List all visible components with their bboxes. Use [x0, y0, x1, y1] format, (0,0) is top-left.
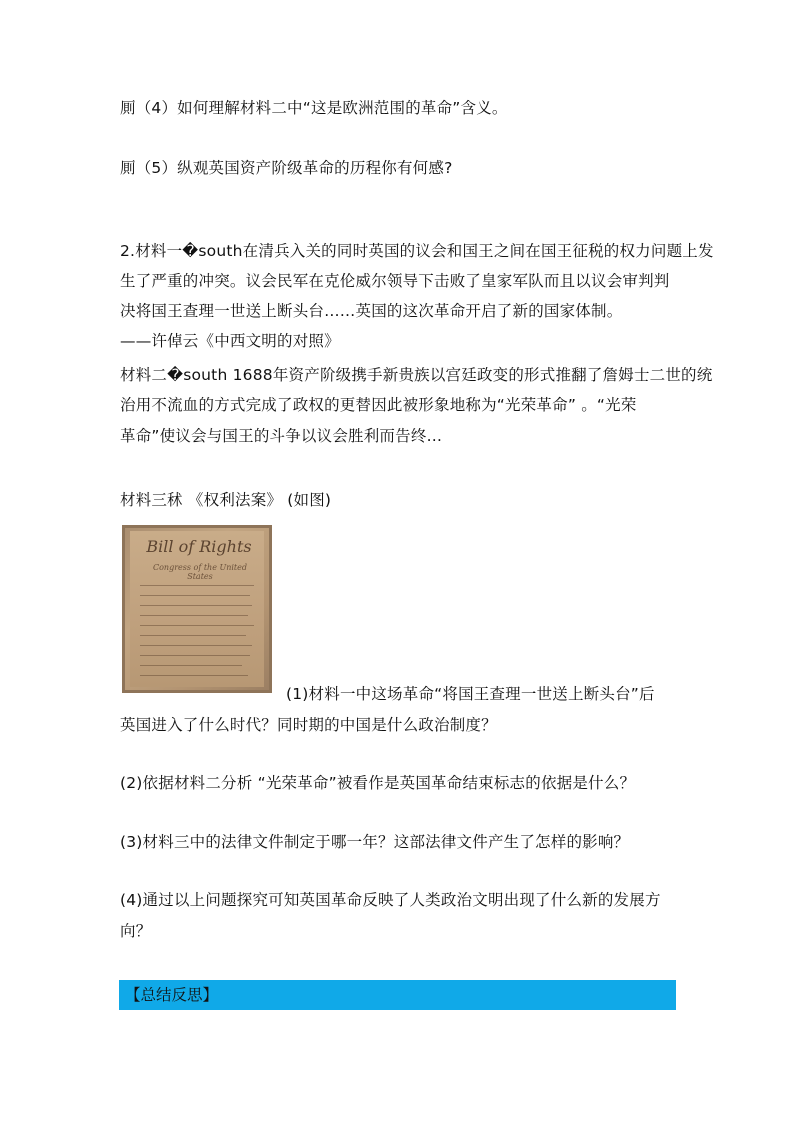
text-line — [140, 665, 242, 666]
bill-of-rights-image — [122, 525, 272, 693]
question-4-line2: 向？ — [120, 922, 152, 940]
question-1-line1: (1)材料一中这场革命“将国王查理一世送上断头台”后 — [286, 685, 655, 703]
question-2: (2)依据材料二分析 “光荣革命”被看作是英国革命结束标志的依据是什么？ — [120, 774, 636, 792]
text-line — [140, 635, 246, 636]
question-4-line1: (4)通过以上问题探究可知英国革命反映了人类政治文明出现了什么新的发展方 — [120, 891, 661, 909]
text-line — [140, 605, 252, 606]
material3-heading: 材料三秫 《权利法案》 (如图) — [120, 491, 332, 509]
material1-line3: 决将国王查理一世送上断头台……英国的这次革命开启了新的国家体制。 — [120, 302, 623, 320]
question-4-part1: 厠（4）如何理解材料二中“这是欧洲范围的革命”含义。 — [120, 99, 508, 117]
question-5-part1: 厠（5）纵观英国资产阶级革命的历程你有何感? — [120, 159, 453, 177]
text-line — [140, 675, 248, 676]
text-line — [140, 615, 248, 616]
material1-source: ——许倬云《中西文明的对照》 — [120, 332, 340, 350]
text-line — [140, 595, 250, 596]
text-line — [140, 625, 254, 626]
material1-line2: 生了严重的冲突。议会民军在克伦威尔领导下击败了皇家军队而且以议会审判判 — [120, 272, 670, 290]
question-1-line2: 英国进入了什么时代？同时期的中国是什么政治制度？ — [120, 716, 497, 734]
summary-section-bar — [119, 980, 676, 1010]
text-line — [140, 645, 252, 646]
image-subtitle: Congress of the United States — [152, 563, 247, 581]
material2-line1: 材料二�south 1688年资产阶级携手新贵族以宫廷政变的形式推翻了詹姆士二世的统 — [120, 366, 713, 384]
material1-line1: 2.材料一�south在清兵入关的同时英国的议会和国王之间在国王征税的权力问题上发 — [120, 242, 714, 260]
text-line — [140, 655, 250, 656]
text-line — [140, 585, 254, 586]
image-title: Bill of Rights — [146, 537, 252, 556]
material2-line2: 治用不流血的方式完成了政权的更替因此被形象地称为“光荣革命” 。“光荣 — [120, 396, 637, 414]
question-3: (3)材料三中的法律文件制定于哪一年？这部法律文件产生了怎样的影响？ — [120, 833, 630, 851]
material2-line3: 革命”使议会与国王的斗争以议会胜利而告终… — [120, 427, 443, 445]
summary-heading: 【总结反思】 — [125, 986, 219, 1004]
